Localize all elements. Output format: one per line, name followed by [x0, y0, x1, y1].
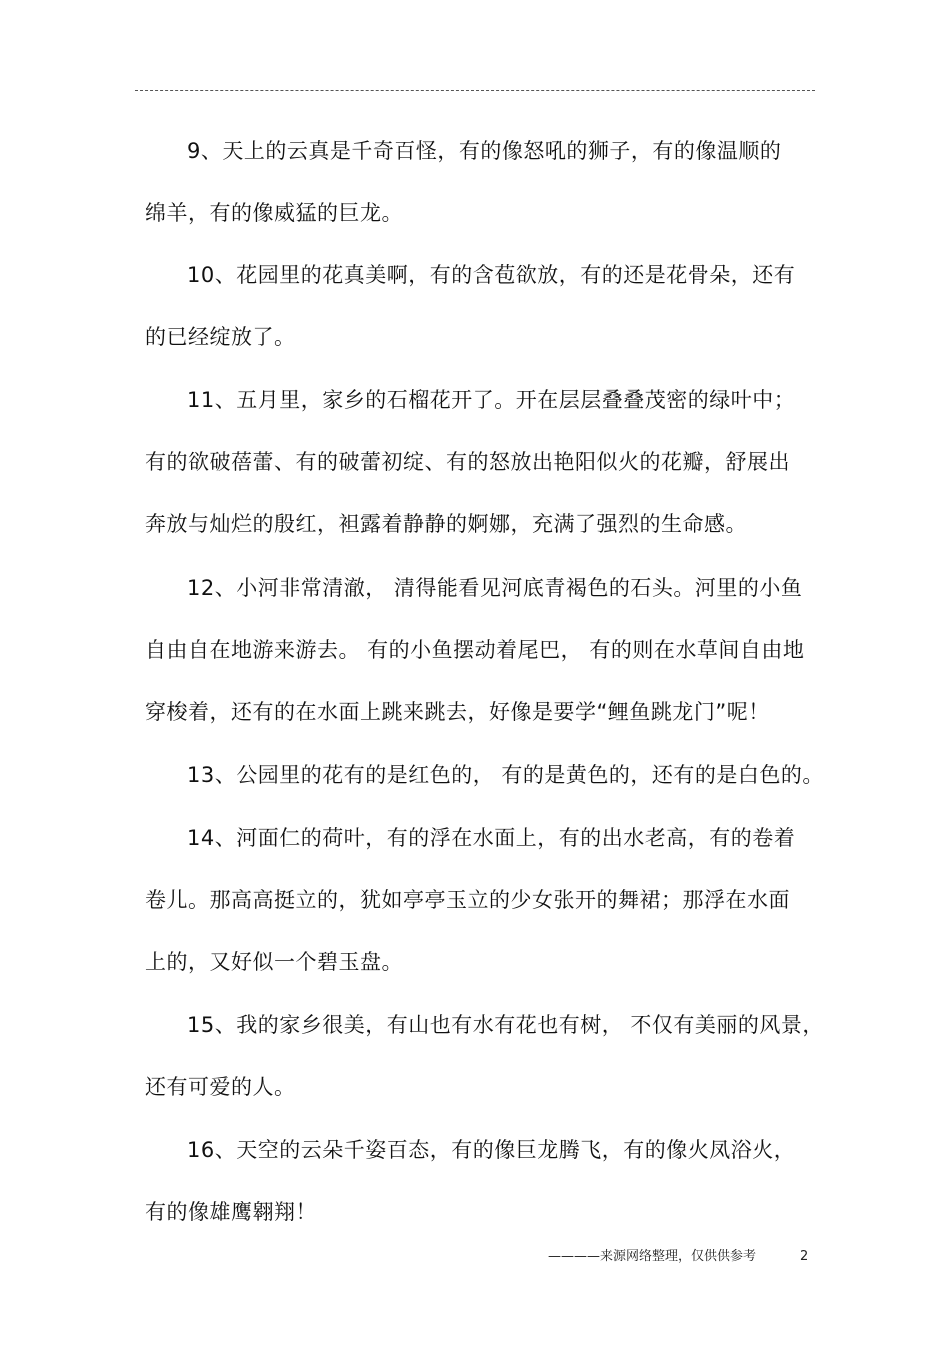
paragraph-line: 15、我的家乡很美，有山也有水有花也有树， 不仅有美丽的风景， — [187, 1013, 824, 1037]
paragraph-line: 12、小河非常清澈， 清得能看见河底青褐色的石头。河里的小鱼 — [187, 576, 803, 600]
paragraph-line: 16、天空的云朵千姿百态，有的像巨龙腾飞，有的像火凤浴火， — [187, 1138, 796, 1162]
paragraph-line: 穿梭着，还有的在水面上跳来跳去，好像是要学“鲤鱼跳龙门”呢！ — [145, 700, 770, 724]
paragraph-line: 13、公园里的花有的是红色的， 有的是黄色的，还有的是白色的。 — [187, 763, 824, 787]
paragraph-line: 11、五月里，家乡的石榴花开了。开在层层叠叠茂密的绿叶中； — [187, 388, 796, 412]
paragraph-line: 还有可爱的人。 — [145, 1075, 296, 1099]
paragraph-line: 自由自在地游来游去。 有的小鱼摆动着尾巴， 有的则在水草间自由地 — [145, 638, 805, 662]
paragraph-line: 的已经绽放了。 — [145, 325, 296, 349]
paragraph-line: 有的像雄鹰翱翔！ — [145, 1200, 317, 1224]
paragraph-line: 有的欲破蓓蕾、有的破蕾初绽、有的怒放出艳阳似火的花瓣，舒展出 — [145, 450, 790, 474]
paragraph-line: 卷儿。那高高挺立的，犹如亭亭玉立的少女张开的舞裙；那浮在水面 — [145, 888, 790, 912]
paragraph-line: 奔放与灿烂的殷红，袒露着静静的婀娜，充满了强烈的生命感。 — [145, 512, 747, 536]
paragraph-line: 9、天上的云真是千奇百怪，有的像怒吼的狮子，有的像温顺的 — [187, 139, 782, 163]
paragraph-line: 10、花园里的花真美啊，有的含苞欲放，有的还是花骨朵，还有 — [187, 263, 796, 287]
header-rule — [135, 90, 815, 91]
paragraph-line: 绵羊，有的像威猛的巨龙。 — [145, 201, 403, 225]
page-number: 2 — [800, 1249, 809, 1264]
paragraph-line: 上的，又好似一个碧玉盘。 — [145, 950, 403, 974]
paragraph-line: 14、河面仁的荷叶，有的浮在水面上，有的出水老高，有的卷着 — [187, 826, 796, 850]
footer-source-note: ————来源网络整理，仅供供参考 — [548, 1249, 757, 1264]
